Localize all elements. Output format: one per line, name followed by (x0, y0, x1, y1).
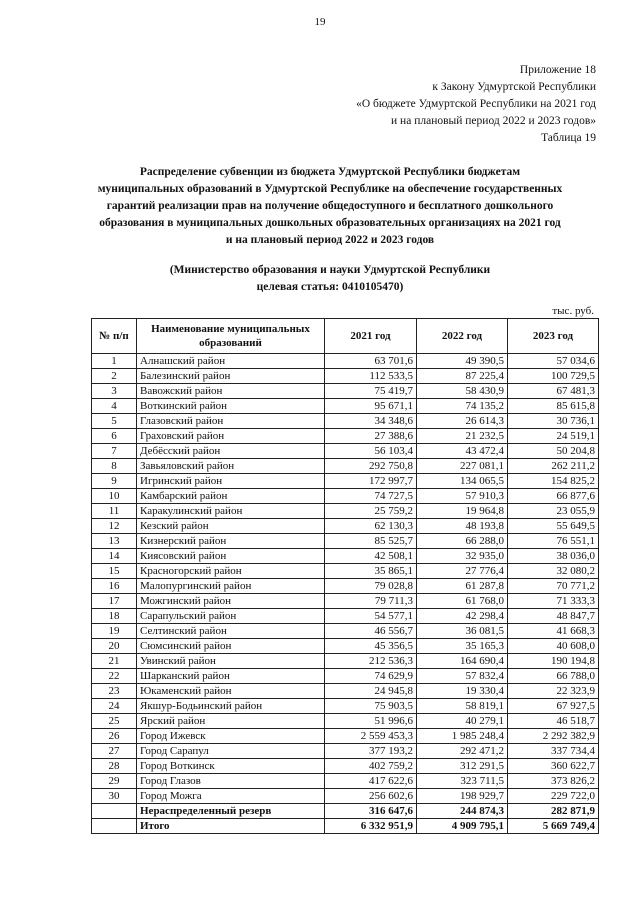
value-2021: 316 647,6 (325, 804, 417, 819)
value-2023: 229 722,0 (508, 789, 599, 804)
municipality-name: Завьяловский район (137, 459, 325, 474)
row-number: 30 (92, 789, 137, 804)
ministry-line: (Министерство образования и науки Удмуртской Республики (169, 264, 491, 276)
value-2021: 46 556,7 (325, 624, 417, 639)
value-2021: 6 332 951,9 (325, 819, 417, 834)
municipality-name: Воткинский район (137, 399, 325, 414)
value-2023: 76 551,1 (508, 534, 599, 549)
municipality-name: Красногорский район (137, 564, 325, 579)
units-label: тыс. руб. (552, 305, 594, 317)
row-number: 14 (92, 549, 137, 564)
subsidy-table (91, 318, 599, 834)
value-2021: 25 759,2 (325, 504, 417, 519)
municipality-name: Камбарский район (137, 489, 325, 504)
value-2023: 360 622,7 (508, 759, 599, 774)
value-2022: 57 832,4 (417, 669, 508, 684)
value-2022: 164 690,4 (417, 654, 508, 669)
value-2021: 54 577,1 (325, 609, 417, 624)
header-name: Наименование муниципальных образований (137, 319, 325, 354)
value-2023: 32 080,2 (508, 564, 599, 579)
row-number: 10 (92, 489, 137, 504)
value-2023: 282 871,9 (508, 804, 599, 819)
municipality-name: Город Можга (137, 789, 325, 804)
value-2021: 27 388,6 (325, 429, 417, 444)
table-row (92, 414, 599, 429)
value-2022: 198 929,7 (417, 789, 508, 804)
header-2022: 2022 год (417, 319, 508, 354)
row-number: 7 (92, 444, 137, 459)
municipality-name: Балезинский район (137, 369, 325, 384)
value-2021: 24 945,8 (325, 684, 417, 699)
value-2023: 154 825,2 (508, 474, 599, 489)
value-2023: 23 055,9 (508, 504, 599, 519)
row-number (92, 804, 137, 819)
value-2022: 48 193,8 (417, 519, 508, 534)
value-2022: 244 874,3 (417, 804, 508, 819)
municipality-name: Каракулинский район (137, 504, 325, 519)
municipality-name: Ярский район (137, 714, 325, 729)
value-2022: 4 909 795,1 (417, 819, 508, 834)
value-2023: 85 615,8 (508, 399, 599, 414)
value-2021: 42 508,1 (325, 549, 417, 564)
municipality-name: Якшур-Бодьинский район (137, 699, 325, 714)
table-body (92, 354, 599, 834)
value-2021: 56 103,4 (325, 444, 417, 459)
table-row (92, 579, 599, 594)
value-2023: 67 927,5 (508, 699, 599, 714)
row-number: 28 (92, 759, 137, 774)
municipality-name: Город Ижевск (137, 729, 325, 744)
municipality-name: Кизнерский район (137, 534, 325, 549)
row-number: 15 (92, 564, 137, 579)
table-row (92, 729, 599, 744)
value-2021: 292 750,8 (325, 459, 417, 474)
value-2021: 95 671,1 (325, 399, 417, 414)
row-number: 16 (92, 579, 137, 594)
municipality-name: Селтинский район (137, 624, 325, 639)
value-2021: 74 727,5 (325, 489, 417, 504)
value-2023: 40 608,0 (508, 639, 599, 654)
row-number: 12 (92, 519, 137, 534)
row-number: 5 (92, 414, 137, 429)
value-2021: 172 997,7 (325, 474, 417, 489)
table-row (92, 459, 599, 474)
value-2022: 292 471,2 (417, 744, 508, 759)
value-2021: 85 525,7 (325, 534, 417, 549)
municipality-name: Можгинский район (137, 594, 325, 609)
municipality-name: Алнашский район (137, 354, 325, 369)
value-2023: 5 669 749,4 (508, 819, 599, 834)
row-number: 6 (92, 429, 137, 444)
value-2022: 87 225,4 (417, 369, 508, 384)
value-2022: 26 614,3 (417, 414, 508, 429)
appendix-line: и на плановый период 2022 и 2023 годов» (391, 115, 596, 127)
value-2022: 40 279,1 (417, 714, 508, 729)
value-2021: 75 419,7 (325, 384, 417, 399)
value-2022: 43 472,4 (417, 444, 508, 459)
municipality-name: Итого (137, 819, 325, 834)
municipality-name: Глазовский район (137, 414, 325, 429)
table-row (92, 609, 599, 624)
value-2023: 30 736,1 (508, 414, 599, 429)
value-2022: 42 298,4 (417, 609, 508, 624)
value-2021: 417 622,6 (325, 774, 417, 789)
value-2021: 212 536,3 (325, 654, 417, 669)
table-row (92, 789, 599, 804)
table-row (92, 594, 599, 609)
value-2023: 55 649,5 (508, 519, 599, 534)
row-number: 2 (92, 369, 137, 384)
value-2022: 61 768,0 (417, 594, 508, 609)
value-2023: 190 194,8 (508, 654, 599, 669)
value-2021: 79 711,3 (325, 594, 417, 609)
appendix-line: «О бюджете Удмуртской Республики на 2021 год (356, 98, 596, 110)
header-no: № п/п (92, 319, 137, 354)
value-2022: 61 287,8 (417, 579, 508, 594)
row-number: 19 (92, 624, 137, 639)
row-number: 9 (92, 474, 137, 489)
row-number: 22 (92, 669, 137, 684)
value-2021: 45 356,5 (325, 639, 417, 654)
value-2022: 1 985 248,4 (417, 729, 508, 744)
municipality-name: Сюмсинский район (137, 639, 325, 654)
row-number: 26 (92, 729, 137, 744)
municipality-name: Вавожский район (137, 384, 325, 399)
table-row (92, 489, 599, 504)
value-2021: 2 559 453,3 (325, 729, 417, 744)
municipality-name: Граховский район (137, 429, 325, 444)
title-line: образования в муниципальных дошкольных образовательных организациях на 2021 год (99, 217, 561, 229)
value-2022: 134 065,5 (417, 474, 508, 489)
value-2023: 70 771,2 (508, 579, 599, 594)
municipality-name: Сарапульский район (137, 609, 325, 624)
value-2023: 337 734,4 (508, 744, 599, 759)
value-2022: 19 330,4 (417, 684, 508, 699)
value-2022: 66 288,0 (417, 534, 508, 549)
header-2023: 2023 год (508, 319, 599, 354)
table-row (92, 354, 599, 369)
value-2022: 19 964,8 (417, 504, 508, 519)
row-number: 20 (92, 639, 137, 654)
value-2023: 46 518,7 (508, 714, 599, 729)
value-2021: 74 629,9 (325, 669, 417, 684)
table-row (92, 474, 599, 489)
ministry-note (60, 262, 600, 296)
value-2022: 35 165,3 (417, 639, 508, 654)
table-row (92, 639, 599, 654)
value-2023: 41 668,3 (508, 624, 599, 639)
table-row (92, 519, 599, 534)
value-2023: 66 788,0 (508, 669, 599, 684)
value-2022: 323 711,5 (417, 774, 508, 789)
table-row (92, 384, 599, 399)
value-2022: 36 081,5 (417, 624, 508, 639)
row-number: 21 (92, 654, 137, 669)
value-2021: 112 533,5 (325, 369, 417, 384)
appendix-line: Приложение 18 (519, 64, 596, 76)
table-row (92, 564, 599, 579)
value-2023: 24 519,1 (508, 429, 599, 444)
table-row (92, 669, 599, 684)
value-2021: 34 348,6 (325, 414, 417, 429)
row-number: 25 (92, 714, 137, 729)
ministry-line: целевая статья: 0410105470) (256, 281, 404, 293)
value-2022: 32 935,0 (417, 549, 508, 564)
value-2023: 100 729,5 (508, 369, 599, 384)
table-row (92, 549, 599, 564)
value-2023: 67 481,3 (508, 384, 599, 399)
title-line: муниципальных образований в Удмуртской Республике на обеспечение государственных (97, 183, 563, 195)
value-2023: 22 323,9 (508, 684, 599, 699)
table-number: Таблица 19 (541, 132, 596, 144)
municipality-name: Увинский район (137, 654, 325, 669)
municipality-name: Нераспределенный резерв (137, 804, 325, 819)
row-number: 29 (92, 774, 137, 789)
table-row (92, 369, 599, 384)
value-2021: 62 130,3 (325, 519, 417, 534)
value-2021: 63 701,6 (325, 354, 417, 369)
value-2023: 262 211,2 (508, 459, 599, 474)
document-title (60, 164, 600, 249)
table-row (92, 399, 599, 414)
title-line: и на плановый период 2022 и 2023 годов (225, 234, 435, 246)
table-row (92, 444, 599, 459)
table-row (92, 744, 599, 759)
table-row (92, 714, 599, 729)
municipality-name: Город Глазов (137, 774, 325, 789)
value-2021: 75 903,5 (325, 699, 417, 714)
value-2021: 256 602,6 (325, 789, 417, 804)
page-number: 19 (314, 16, 326, 28)
value-2022: 74 135,2 (417, 399, 508, 414)
row-number: 13 (92, 534, 137, 549)
table-row (92, 684, 599, 699)
value-2023: 373 826,2 (508, 774, 599, 789)
title-line: гарантий реализации прав на получение общедоступного и бесплатного дошкольного (106, 200, 554, 212)
header-2021: 2021 год (325, 319, 417, 354)
value-2022: 49 390,5 (417, 354, 508, 369)
value-2022: 21 232,5 (417, 429, 508, 444)
row-number: 1 (92, 354, 137, 369)
municipality-name: Город Воткинск (137, 759, 325, 774)
table-row (92, 429, 599, 444)
row-number: 4 (92, 399, 137, 414)
value-2021: 35 865,1 (325, 564, 417, 579)
table-row (92, 759, 599, 774)
appendix-header (356, 62, 596, 147)
value-2022: 27 776,4 (417, 564, 508, 579)
municipality-name: Кезский район (137, 519, 325, 534)
municipality-name: Киясовский район (137, 549, 325, 564)
table-row (92, 534, 599, 549)
value-2023: 71 333,3 (508, 594, 599, 609)
value-2023: 2 292 382,9 (508, 729, 599, 744)
row-number: 18 (92, 609, 137, 624)
value-2021: 79 028,8 (325, 579, 417, 594)
value-2023: 38 036,0 (508, 549, 599, 564)
value-2023: 48 847,7 (508, 609, 599, 624)
municipality-name: Юкаменский район (137, 684, 325, 699)
value-2023: 66 877,6 (508, 489, 599, 504)
municipality-name: Малопургинский район (137, 579, 325, 594)
municipality-name: Дебёсский район (137, 444, 325, 459)
row-number: 23 (92, 684, 137, 699)
municipality-name: Город Сарапул (137, 744, 325, 759)
value-2022: 57 910,3 (417, 489, 508, 504)
value-2021: 377 193,2 (325, 744, 417, 759)
table-row (92, 624, 599, 639)
reserve-row (92, 804, 599, 819)
appendix-line: к Закону Удмуртской Республики (432, 81, 596, 93)
value-2022: 58 430,9 (417, 384, 508, 399)
value-2021: 402 759,2 (325, 759, 417, 774)
table-row (92, 504, 599, 519)
municipality-name: Игринский район (137, 474, 325, 489)
title-line: Распределение субвенции из бюджета Удмуртской Республики бюджетам (139, 166, 521, 178)
municipality-name: Шарканский район (137, 669, 325, 684)
row-number: 8 (92, 459, 137, 474)
table-row (92, 774, 599, 789)
total-row (92, 819, 599, 834)
value-2023: 50 204,8 (508, 444, 599, 459)
value-2022: 227 081,1 (417, 459, 508, 474)
row-number: 17 (92, 594, 137, 609)
row-number: 3 (92, 384, 137, 399)
value-2022: 312 291,5 (417, 759, 508, 774)
value-2021: 51 996,6 (325, 714, 417, 729)
value-2023: 57 034,6 (508, 354, 599, 369)
row-number (92, 819, 137, 834)
row-number: 11 (92, 504, 137, 519)
value-2022: 58 819,1 (417, 699, 508, 714)
row-number: 27 (92, 744, 137, 759)
row-number: 24 (92, 699, 137, 714)
table-row (92, 654, 599, 669)
table-header-row (92, 319, 599, 354)
table-row (92, 699, 599, 714)
